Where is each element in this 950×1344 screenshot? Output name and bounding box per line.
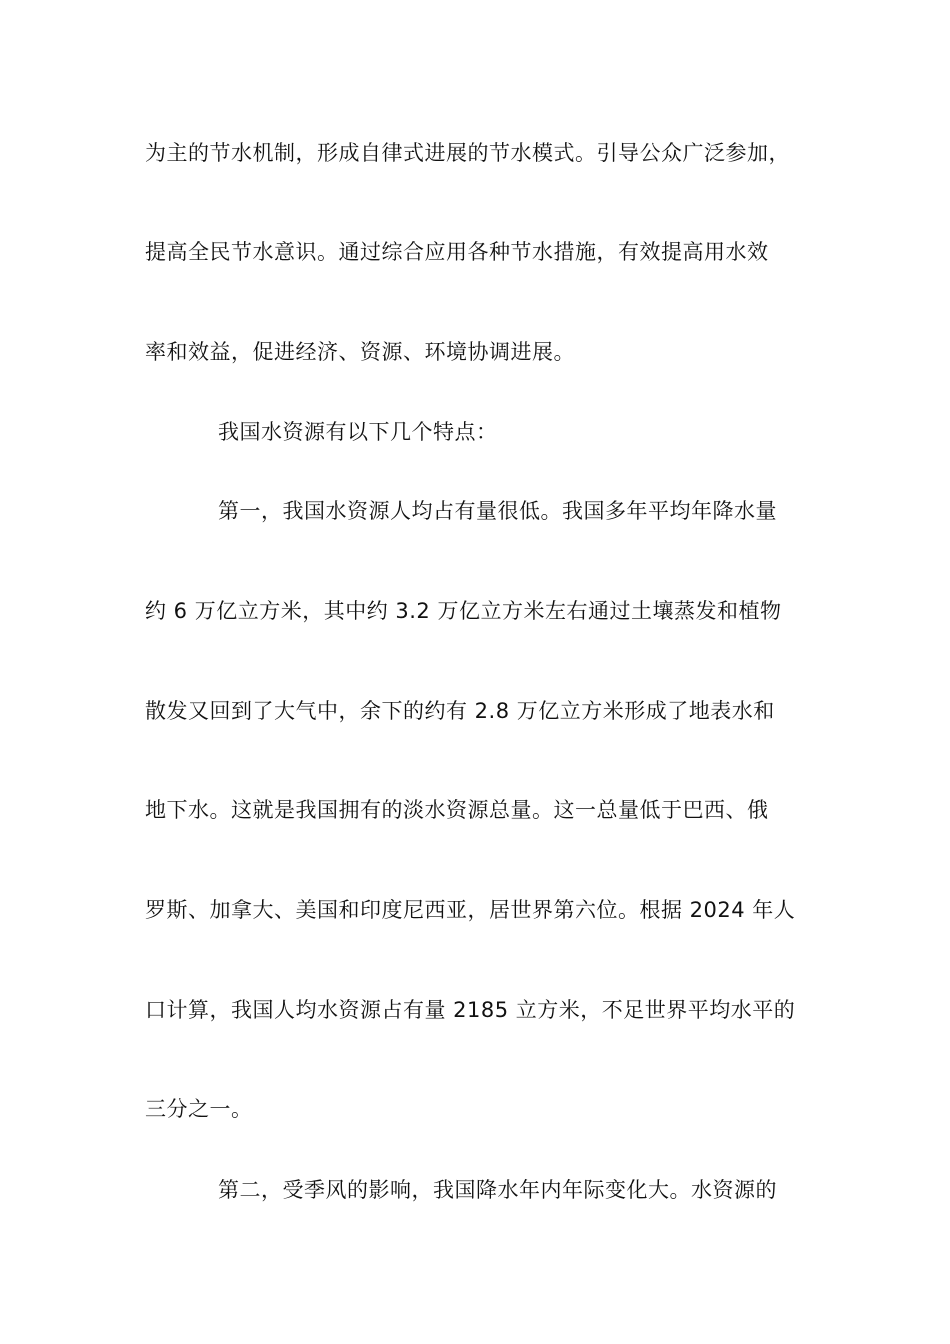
paragraph-line: 率和效益，促进经济、资源、环境协调进展。 [145,340,575,364]
paragraph-line: 地下水。这就是我国拥有的淡水资源总量。这一总量低于巴西、俄 [145,798,769,822]
paragraph-line: 口计算，我国人均水资源占有量 2185 立方米，不足世界平均水平的 [145,998,796,1022]
section-intro-line: 我国水资源有以下几个特点： [218,420,498,444]
paragraph-line: 三分之一。 [145,1097,253,1121]
paragraph-line: 为主的节水机制，形成自律式进展的节水模式。引导公众广泛参加， [145,141,790,165]
paragraph-line: 第一，我国水资源人均占有量很低。我国多年平均年降水量 [218,499,777,523]
paragraph-line: 罗斯、加拿大、美国和印度尼西亚，居世界第六位。根据 2024 年人 [145,898,796,922]
paragraph-line: 提高全民节水意识。通过综合应用各种节水措施，有效提高用水效 [145,240,769,264]
paragraph-line: 第二，受季风的影响，我国降水年内年际变化大。水资源的 [218,1178,777,1202]
paragraph-line: 约 6 万亿立方米，其中约 3.2 万亿立方米左右通过土壤蒸发和植物 [145,599,782,623]
paragraph-line: 散发又回到了大气中，余下的约有 2.8 万亿立方米形成了地表水和 [145,699,775,723]
